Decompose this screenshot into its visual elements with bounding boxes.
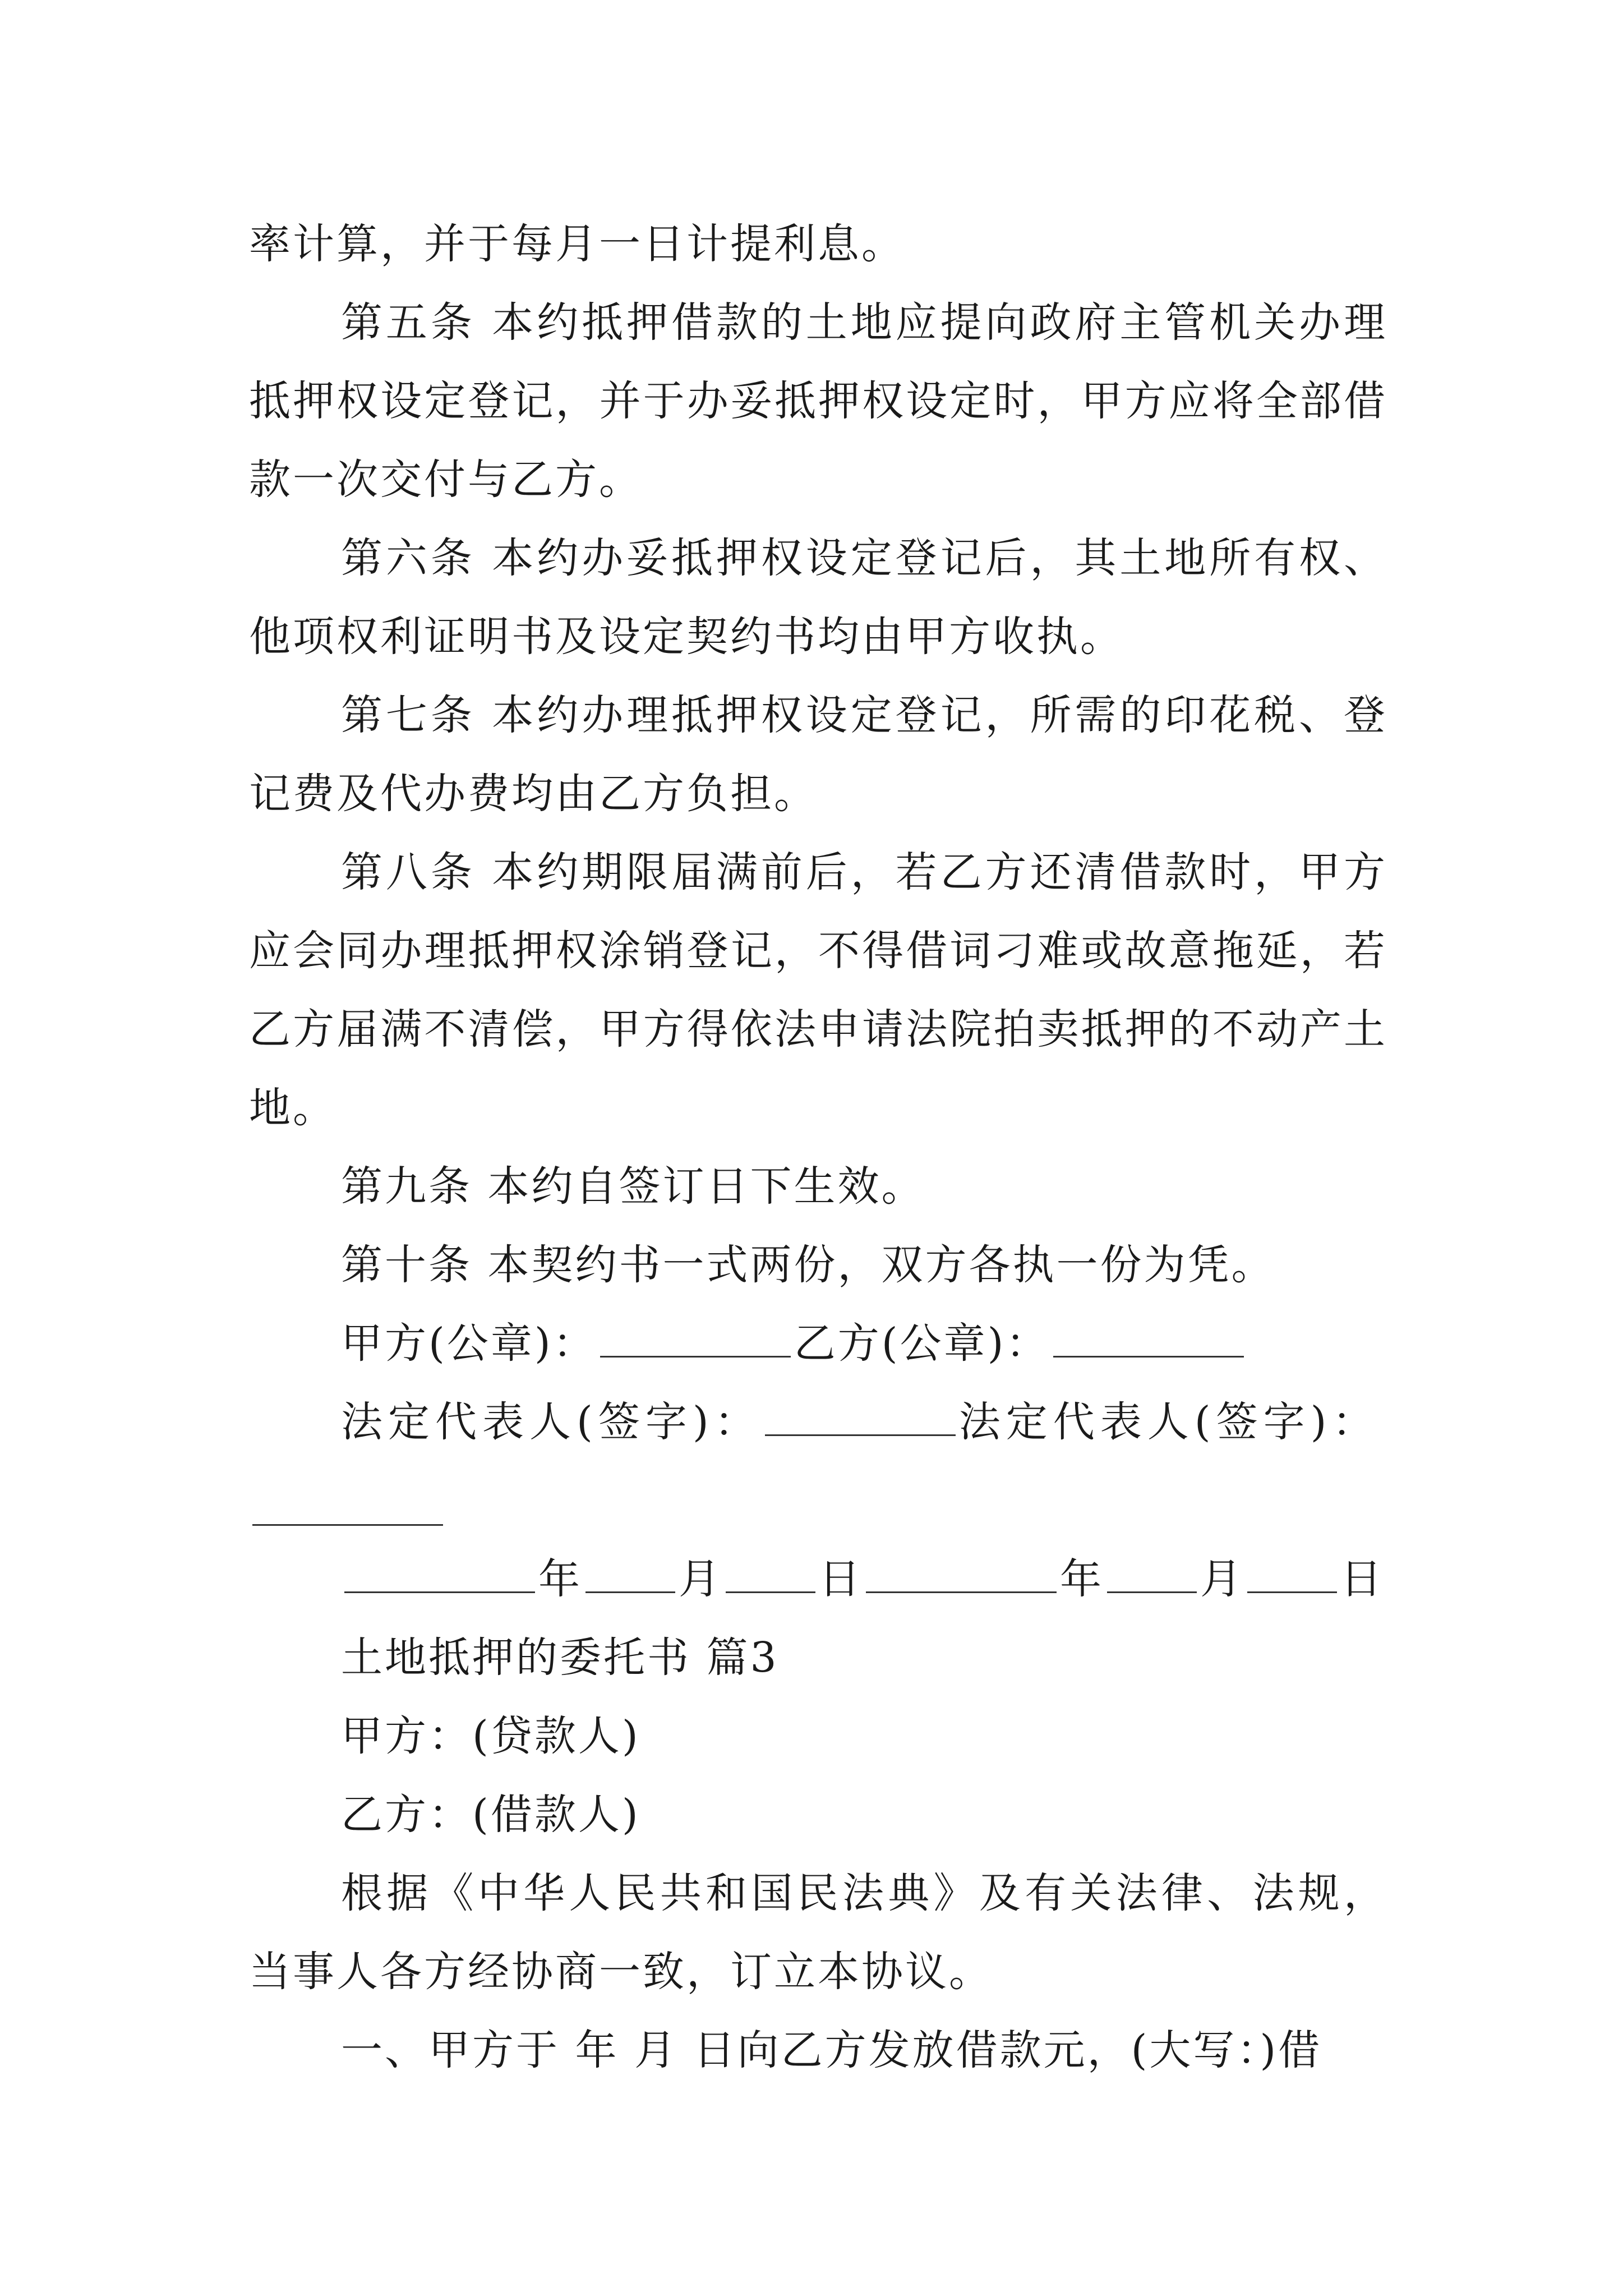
party-a-line: 甲方：(贷款人) bbox=[341, 1712, 640, 1760]
article-5: 第五条 本约抵押借款的土地应提向政府主管机关办理抵押权设定登记，并于办妥抵押权设定时，甲方应将全部借款一次交付与乙方。 bbox=[249, 298, 1387, 504]
legal-rep-a-blank bbox=[765, 1394, 956, 1436]
month-b-blank bbox=[1107, 1551, 1197, 1593]
party-a-seal-label: 甲方(公章)： bbox=[341, 1319, 597, 1368]
party-a-seal-blank bbox=[600, 1315, 791, 1358]
section-3-title: 土地抵押的委托书 篇3 bbox=[341, 1634, 779, 1682]
party-b-seal-label: 乙方(公章)： bbox=[794, 1319, 1050, 1368]
party-b-seal-blank bbox=[1053, 1315, 1244, 1358]
day-a-label: 日 bbox=[819, 1555, 863, 1603]
year-a-label: 年 bbox=[538, 1555, 582, 1603]
party-b-line: 乙方：(借款人) bbox=[341, 1791, 640, 1839]
article-8: 第八条 本约期限届满前后，若乙方还清借款时，甲方应会同办理抵押权涂销登记，不得借词刁难或故意拖延，若乙方届满不清偿，甲方得依法申请法院拍卖抵押的不动产土地。 bbox=[249, 848, 1387, 1132]
clause-1: 一、甲方于 年 月 日向乙方发放借款元，(大写：)借 bbox=[341, 2026, 1322, 2074]
article-9: 第九条 本约自签订日下生效。 bbox=[341, 1162, 925, 1211]
month-a-label: 月 bbox=[679, 1555, 722, 1603]
month-a-blank bbox=[585, 1551, 675, 1593]
day-b-blank bbox=[1247, 1551, 1337, 1593]
paragraph-continuation: 率计算，并于每月一日计提利息。 bbox=[249, 220, 905, 268]
legal-rep-b-label: 法定代表人(签字)： bbox=[958, 1398, 1380, 1446]
year-b-label: 年 bbox=[1060, 1555, 1104, 1603]
article-7: 第七条 本约办理抵押权设定登记，所需的印花税、登记费及代办费均由乙方负担。 bbox=[249, 691, 1387, 818]
year-a-blank bbox=[344, 1551, 535, 1593]
legal-rep-b-blank-row bbox=[249, 1461, 1387, 1540]
article-6: 第六条 本约办妥抵押权设定登记后，其土地所有权、他项权利证明书及设定契约书均由甲方收执。 bbox=[249, 534, 1387, 661]
agreement-intro: 根据《中华人民共和国民法典》及有关法律、法规，当事人各方经协商一致，订立本协议。 bbox=[249, 1869, 1387, 1996]
seal-line bbox=[249, 1304, 1387, 1383]
year-b-blank bbox=[866, 1551, 1057, 1593]
month-b-label: 月 bbox=[1200, 1555, 1244, 1603]
legal-rep-a-label: 法定代表人(签字)： bbox=[341, 1398, 762, 1446]
date-line bbox=[249, 1540, 1387, 1618]
legal-rep-line bbox=[249, 1383, 1387, 1461]
day-b-label: 日 bbox=[1340, 1555, 1384, 1603]
document-body bbox=[249, 205, 1387, 2090]
day-a-blank bbox=[726, 1551, 815, 1593]
legal-rep-b-blank bbox=[252, 1484, 443, 1526]
article-10: 第十条 本契约书一式两份，双方各执一份为凭。 bbox=[341, 1241, 1275, 1289]
